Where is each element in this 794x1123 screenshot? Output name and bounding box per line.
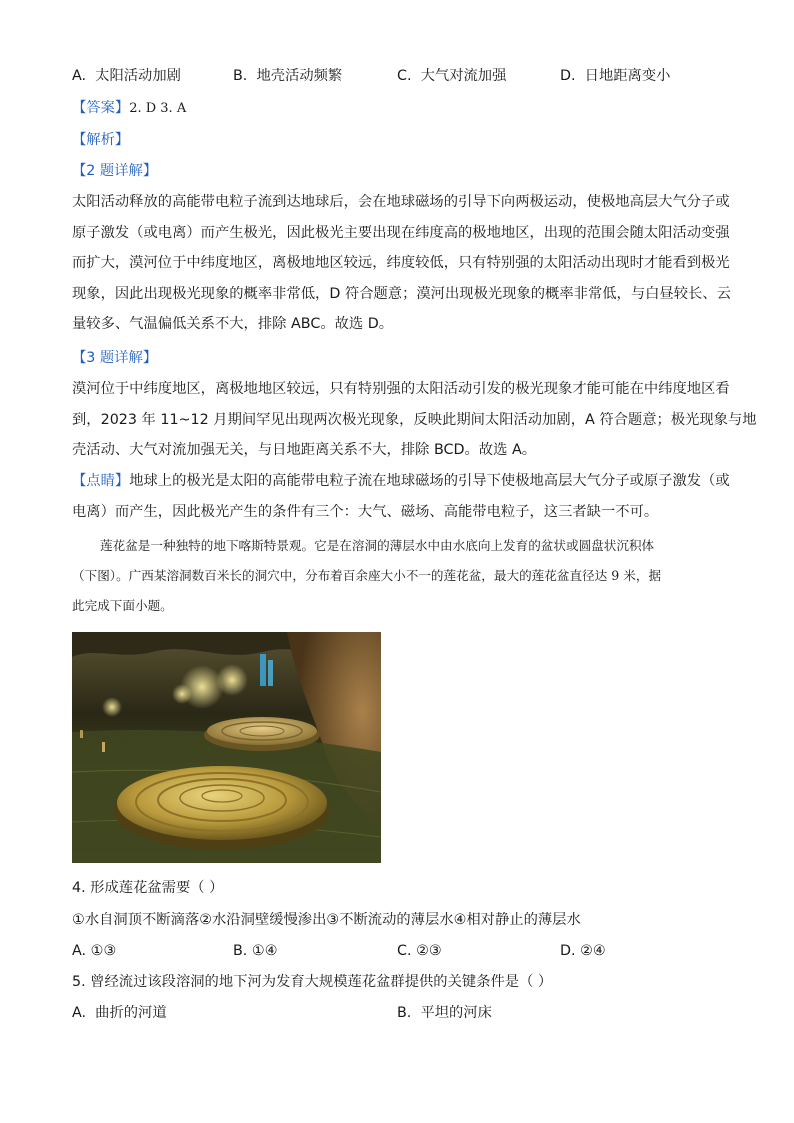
q3-option-d: D. 日地距离变小	[560, 68, 671, 84]
tip-body: 【点睛】地球上的极光是太阳的高能带电粒子流在地球磁场的引导下使极地高层大气分子或原子激发（或 电离）而产生，因此极光产生的条件有三个：大气、磁场、高能带电粒子，这三者缺一不可。	[72, 473, 730, 520]
q2-detail-heading: 【2 题详解】	[72, 163, 158, 179]
q5-option-a: A. 曲折的河道	[72, 1005, 167, 1021]
q3-option-c: C. 大气对流加强	[397, 68, 507, 84]
cave-lotus-basin-photo	[72, 632, 381, 863]
q3-detail-heading: 【3 题详解】	[72, 350, 158, 366]
q4-option-b: B. ①④	[233, 943, 278, 959]
q4-choices: ①水自洞顶不断滴落②水沿洞壁缓慢渗出③不断流动的薄层水④相对静止的薄层水	[72, 912, 581, 928]
q3-option-a: A. 太阳活动加剧	[72, 68, 181, 84]
q4-stem: 4. 形成莲花盆需要（ ）	[72, 880, 224, 896]
answer-value: 2. D 3. A	[129, 101, 187, 116]
analysis-label: 【解析】	[72, 132, 130, 148]
q5-stem: 5. 曾经流过该段溶洞的地下河为发育大规模莲花盆群提供的关键条件是（ ）	[72, 974, 553, 990]
passage-body: 莲花盆是一种独特的地下喀斯特景观。它是在溶洞的薄层水中由水底向上发育的盆状或圆盘状沉积体 （下图）。广西某溶洞数百米长的洞穴中，分布着百余座大小不一的莲花盆，最大的莲花盆直径达 9 米，据 此完成下面小题。	[72, 538, 662, 613]
q5-option-b: B. 平坦的河床	[397, 1005, 492, 1021]
q3-detail-body: 漠河位于中纬度地区，离极地地区较远，只有特别强的太阳活动引发的极光现象才能可能在中纬度地区看 到，2023 年 11~12 月期间罕见出现两次极光现象，反映此期间太阳活动加剧，A 符合题意；极光现象与地 壳活动、大气对流加强无关，与日地距离关系不大，排除 BCD。故选 A。	[72, 381, 757, 459]
q2-detail-body: 太阳活动释放的高能带电粒子流到达地球后，会在地球磁场的引导下向两极运动，使极地高层大气分子或 原子激发（或电离）而产生极光，因此极光主要出现在纬度高的极地地区，出现的范围会随太阳活动变强 而扩大，漠河位于中纬度地区，离极地地区较远，纬度较低，只有特别强的太阳活动出现时才能看到极光 现象，因此出现极光现象的概率非常低，D 符合题意；漠河出现极光现象的概率非常低，与白昼较长、云 量较多、气温偏低关系不大，排除 ABC。故选 D。	[72, 194, 731, 333]
answer-label: 【答案】	[72, 100, 130, 116]
q4-option-c: C. ②③	[397, 943, 442, 959]
q3-option-b: B. 地壳活动频繁	[233, 68, 343, 84]
q4-option-a: A. ①③	[72, 943, 117, 959]
tip-label: 【点睛】	[72, 473, 130, 489]
q4-option-d: D. ②④	[560, 943, 606, 959]
answer-line	[72, 99, 186, 118]
